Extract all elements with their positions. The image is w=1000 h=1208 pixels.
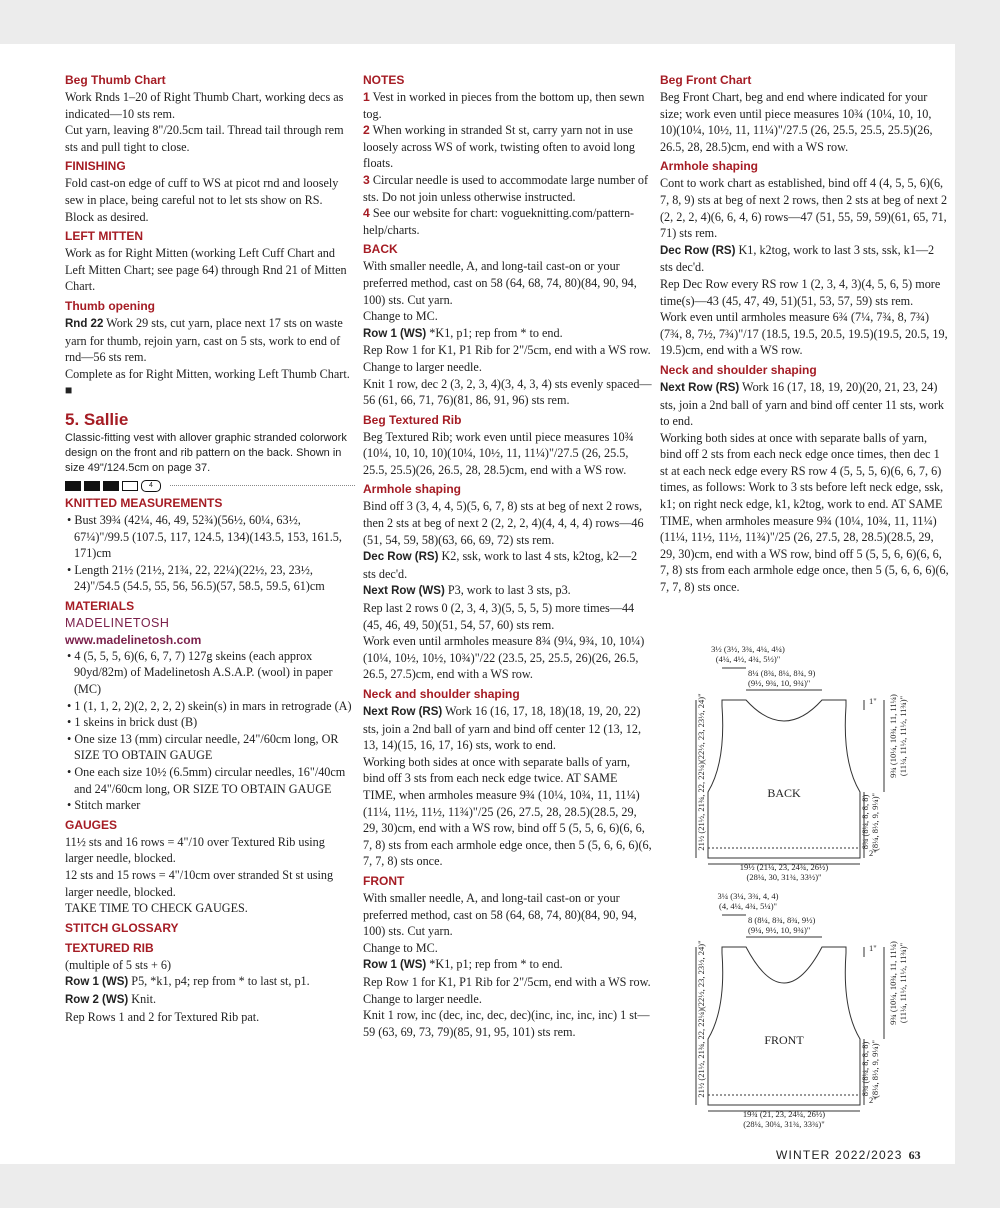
material-item: • Stitch marker: [67, 798, 141, 813]
column-2: [363, 72, 653, 1040]
page: [0, 44, 955, 1164]
textured-rib-text: Beg Textured Rib; work even until piece measures 10¾ (10¼, 10, 10, 10)(10¼, 10½, 11, 11¼)"/27.5 (26, 25.5, 25.5, 25.5)(26, 26.5, 28, 28.5)cm, end with a WS row.: [363, 429, 634, 477]
back-side-label-1: 8¾ (8¼, 8, 8, 8): [860, 794, 870, 850]
front-side-label-1: 8¾ (8¼, 8, 8, 8): [860, 1041, 870, 1097]
row-text: K2, ssk, work to last 4 sts, k2tog, k2—2 sts dec'd.: [363, 549, 638, 581]
heading-neck-back: Neck and shoulder shaping: [363, 687, 520, 701]
material-item: • One size 13 (mm) circular needle, 24"/60cm long, OR SIZE TO OBTAIN GAUGE: [67, 731, 339, 763]
row-label: Row 1 (WS): [65, 976, 129, 989]
issue-label: WINTER 2022/2023: [776, 1148, 903, 1162]
row-text: *K1, p1; rep from * to end.: [426, 957, 563, 972]
back-text: Knit 1 row, dec 2 (3, 2, 3, 4)(3, 4, 3, 4) sts evenly spaced—56 (61, 66, 71, 76)(81, 86, 91, 96) sts rem.: [363, 376, 652, 408]
finishing-text-2: Block as desired.: [65, 209, 149, 224]
heading-front: FRONT: [363, 873, 405, 888]
armhole-dec-row: [363, 548, 653, 582]
neck-front-text: Working both sides at once with separate balls of yarn, bind off 2 sts from each neck edge once times, then dec 1 st at each neck edge every RS row 4 (5, 5, 5, 6)(6, 6, 7, 6) times, as follows: Work to 3 sts before left neck edge, ssk, k1; on right neck edge, k1, k2tog, work to end. AT SAME TIME, when armholes measure 9¾ (10¼, 10¾, 11, 11¼)(11¼, 11½, 11½, 11¾)"/25 (26, 27.5, 28, 28.5)(28.5, 29, 29, 30)cm, end with a WS row, bind off 5 (5, 5, 6, 6)(6, 6, 7, 8) sts from each armhole edge once, then 5 (5, 6, 6, 6)(6, 7, 7, 8) sts once.: [660, 430, 949, 595]
row-text: *K1, p1; rep from * to end.: [426, 325, 563, 340]
neck-next-row: [363, 703, 653, 754]
heading-materials: MATERIALS: [65, 598, 135, 613]
note-item: [363, 122, 653, 172]
heading-measurements: KNITTED MEASUREMENTS: [65, 495, 223, 510]
skill-bar-4: [122, 481, 138, 491]
row-label: Next Row (RS): [660, 381, 740, 394]
skill-bar-2: [84, 481, 100, 491]
back-side-label-2: (8¼, 8½, 9, 9¼)": [870, 792, 880, 852]
row-text: Work 16 (16, 17, 18, 18)(18, 19, 20, 22) sts, join a 2nd ball of yarn and bind off center 12 (13, 12, 13, 14)(15, 16, 17, 16) sts, work to end.: [363, 704, 641, 753]
front-width-label-1: 19¾ (21, 23, 24¼, 26½): [742, 1109, 826, 1119]
front-neck-depth-label: 1": [869, 943, 877, 953]
pattern-intro: Classic-fitting vest with allover graphic stranded colorwork design on the front and rib pattern on the back. Shown in size 49"/124.5cm on page 37.: [65, 431, 347, 474]
armhole-text: Bind off 3 (3, 4, 4, 5)(5, 6, 7, 8) sts at beg of next 2 rows, then 2 sts at beg of next 2 (2, 2, 2, 4)(4, 4, 4, 4) rows—46 (51, 54, 59, 58)(63, 66, 69, 72) sts rem.: [363, 499, 644, 547]
rnd-label: Rnd 22: [65, 317, 104, 330]
back-neck-depth-label: 1": [869, 696, 877, 706]
schematic-front: [690, 889, 940, 1129]
thumb-chart-text-1: Work Rnds 1–20 of Right Thumb Chart, working decs as indicated—10 sts rem.: [65, 90, 344, 121]
material-item: • 4 (5, 5, 5, 6)(6, 6, 7, 7) 127g skeins (each approx 90yd/82m) of Madelinetosh A.S.A.P. (wool) in paper (MC): [67, 648, 333, 697]
row-text: P3, work to last 3 sts, p3.: [444, 583, 571, 598]
note-item: [363, 89, 653, 122]
brand-url[interactable]: www.madelinetosh.com: [65, 632, 202, 647]
glossary-multiple: (multiple of 5 sts + 6): [65, 957, 172, 972]
row-label: Row 1 (WS): [363, 327, 427, 340]
heading-back: BACK: [363, 242, 398, 257]
row-text: K1, k2tog, work to last 3 sts, ssk, k1—2 sts dec'd.: [660, 242, 935, 275]
heading-thumb-chart: Beg Thumb Chart: [65, 73, 166, 87]
armhole-front-text: Cont to work chart as established, bind off 4 (4, 5, 5, 6)(6, 7, 8, 9) sts at beg of next 2 rows, then 2 sts at beg of next 2 (2, 2, 2, 4)(6, 6, 4, 6) rows—47 (51, 55, 59, 59)(61, 65, 71, 71) sts rem.: [660, 176, 948, 241]
note-text: See our website for chart: vogueknitting.com/pattern-help/charts.: [363, 206, 635, 237]
heading-finishing: FINISHING: [65, 159, 126, 174]
armhole-text: Rep last 2 rows 0 (2, 3, 4, 3)(5, 5, 5, 5) more times—44 (45, 46, 49, 50)(51, 54, 57, 60) sts rem.: [363, 601, 635, 632]
heading-textured-rib: TEXTURED RIB: [65, 940, 154, 955]
schematic-back: [690, 642, 940, 882]
back-armhole-label-1: 9¾ (10¼, 10¾, 11, 11¼): [888, 694, 898, 778]
row-label: Dec Row (RS): [363, 551, 439, 564]
front-text: Knit 1 row, inc (dec, inc, dec, dec)(inc, inc, inc, inc) 1 st—59 (63, 69, 73, 79)(85, 91, 95, 101) sts rem.: [363, 1008, 650, 1039]
glossary-row-2: [65, 991, 355, 1009]
heading-left-mitten: LEFT MITTEN: [65, 229, 143, 244]
front-length-label: 21½ (21½, 21¾, 22, 22¼)(22½, 23, 23½, 24)": [696, 940, 706, 1098]
front-neck-label-1: 8 (8¼, 8¾, 8¾, 9½): [748, 915, 816, 925]
left-mitten-text: Work as for Right Mitten (working Left Cuff Chart and Left Mitten Chart; see page 64) through Rnd 21 of Mitten Chart.: [65, 246, 347, 294]
row-text: Work 16 (17, 18, 19, 20)(20, 21, 23, 24) sts, join a 2nd ball of yarn and bind off center 11 sts, work to end.: [660, 379, 944, 429]
note-text: When working in stranded St st, carry yarn not in use loosely across WS of work, twisting often to avoid long floats.: [363, 123, 635, 171]
row-label: Next Row (RS): [363, 706, 443, 718]
back-text: Change to MC.: [363, 309, 438, 324]
neck-front-next-row: [660, 379, 950, 430]
note-item: [363, 172, 653, 205]
front-text: Change to MC.: [363, 940, 438, 955]
row-label: Row 2 (WS): [65, 993, 129, 1006]
front-rib-label: 2": [869, 1095, 877, 1105]
row-label: Row 1 (WS): [363, 959, 427, 972]
pattern-title: 5. Sallie: [65, 409, 129, 429]
front-label: FRONT: [764, 1033, 804, 1047]
row-label: Dec Row (RS): [660, 244, 736, 257]
front-shoulder-label-1: 3¼ (3¼, 3¾, 4, 4): [717, 891, 779, 901]
back-shoulder-label-1: 3½ (3½, 3¾, 4¼, 4¼): [711, 644, 785, 654]
row-text: P5, *k1, p4; rep from * to last st, p1.: [128, 974, 310, 989]
front-row-1: [363, 956, 653, 974]
heading-textured-rib-back: Beg Textured Rib: [363, 412, 462, 427]
front-neck-label-2: (9¼, 9½, 10, 9¾)": [748, 925, 811, 935]
back-text: Rep Row 1 for K1, P1 Rib for 2"/5cm, end with a WS row.: [363, 343, 651, 358]
measurement-bust: • Bust 39¾ (42¼, 46, 49, 52¾)(56½, 60¼, 63½, 67¼)"/99.5 (107.5, 117, 124.5, 134)(143.5, 153, 161.5, 171)cm: [67, 512, 342, 561]
heading-notes: NOTES: [363, 73, 405, 87]
finishing-text-1: Fold cast-on edge of cuff to WS at picot rnd and loosely sew in place, being careful not to let sts show on RS.: [65, 176, 339, 207]
gauge-line: 11½ sts and 16 rows = 4"/10 over Textured Rib using larger needle, blocked.: [65, 834, 325, 866]
neck-text: Working both sides at once with separate balls of yarn, bind off 3 sts from each neck edge twice. AT SAME TIME, when armholes measure 9¾ (10¼, 10¾, 11, 11¼)(11¼, 11½, 11½, 11¾)"/25 (26, 27.5, 28, 28.5)(28.5, 29, 29, 30)cm, end with a WS row, bind off 5 (5, 5, 6, 6)(6, 6, 7, 8) sts from each armhole edge once, then 5 (5, 6, 6, 6)(6, 7, 7, 8) sts once.: [363, 754, 652, 869]
note-number: 1: [363, 90, 370, 104]
note-number: 3: [363, 172, 370, 187]
front-chart-text: Beg Front Chart, beg and end where indicated for your size; work even until piece measures 10¾ (10¼, 10, 10, 10)(10¼, 10½, 11, 11¼)"/27.5 (26, 25.5, 25.5, 25.5)(26, 26.5, 28, 28.5)cm, end with a WS row.: [660, 90, 933, 154]
thumb-opening-body: Work 29 sts, cut yarn, place next 17 sts on waste yarn for thumb, rejoin yarn, cast on 5 sts, work to end of rnd—56 sts rem.: [65, 315, 343, 365]
heading-front-chart: Beg Front Chart: [660, 73, 752, 87]
material-item: • 1 skeins in brick dust (B): [67, 715, 198, 730]
material-item: • 1 (1, 1, 2, 2)(2, 2, 2, 2) skein(s) in mars in retrograde (A): [67, 698, 352, 713]
row-label: Next Row (WS): [363, 585, 445, 598]
back-length-label: 21½ (21½, 21¾, 22, 22¼)(22½, 23, 23½, 24)": [696, 693, 706, 851]
front-side-label-2: (8¼, 8½, 9, 9¼)": [870, 1039, 880, 1099]
back-shoulder-label-2: (4¼, 4½, 4¾, 5½)": [715, 654, 781, 664]
back-text: With smaller needle, A, and long-tail cast-on or your preferred method, cast on 58 (64, 68, 74, 80)(84, 90, 94, 100) sts. Cut yarn.: [363, 259, 637, 307]
gauge-line: TAKE TIME TO CHECK GAUGES.: [65, 901, 248, 916]
back-armhole-label-2: (11¼, 11½, 11½, 11¾)": [898, 695, 908, 777]
heading-thumb-opening: Thumb opening: [65, 298, 155, 313]
back-width-label-1: 19½ (21¼, 23, 24¾, 26½): [739, 862, 829, 872]
front-text: With smaller needle, A, and long-tail cast-on or your preferred method, cast on 58 (64, 68, 74, 80)(84, 90, 94, 100) sts. Cut yarn.: [363, 890, 637, 939]
skill-level: [65, 480, 355, 492]
gauge-line: 12 sts and 15 rows = 4"/10cm over stranded St st using larger needle, blocked.: [65, 868, 334, 899]
front-outline: [708, 947, 860, 1105]
front-armhole-label-1: 9¾ (10¼, 10¾, 11, 11¼): [888, 941, 898, 1025]
row-text: Knit.: [128, 991, 157, 1006]
armhole-front-dec-row: [660, 242, 950, 276]
heading-armhole-front: Armhole shaping: [660, 159, 759, 174]
back-label: BACK: [767, 786, 801, 800]
back-text: Change to larger needle.: [363, 359, 482, 374]
note-number: 2: [363, 123, 370, 138]
dotted-rule: [170, 485, 355, 486]
note-text: Vest in worked in pieces from the bottom up, then sewn tog.: [363, 90, 645, 121]
front-width-label-2: (28¼, 30¼, 31¾, 33¾)": [743, 1119, 825, 1129]
page-number: 63: [908, 1148, 921, 1162]
front-text: Change to larger needle.: [363, 991, 482, 1006]
back-width-label-2: (28¼, 30, 31¾, 33½)": [746, 872, 822, 882]
heading-armhole-back: Armhole shaping: [363, 482, 462, 497]
measurement-length: • Length 21½ (21½, 21¾, 22, 22¼)(22½, 23, 23½, 24)"/54.5 (54.5, 55, 56, 56.5)(57, 58.5, 59.5, 61)cm: [67, 562, 325, 594]
column-1: [65, 72, 355, 1025]
thumb-chart-text-2: Cut yarn, leaving 8"/20.5cm tail. Thread tail through rem sts and pull tight to close.: [65, 123, 344, 154]
heading-gauges: GAUGES: [65, 817, 118, 832]
back-outline: [708, 700, 860, 858]
front-text: Rep Row 1 for K1, P1 Rib for 2"/5cm, end with a WS row.: [363, 974, 651, 989]
back-row-1: [363, 325, 653, 343]
armhole-text: Work even until armholes measure 8¾ (9¼, 9¾, 10, 10¼)(10¼, 10½, 10½, 10¾)"/22 (23.5, 25, 25.5, 26)(26, 26.5, 26.5, 27.5)cm, end with a WS row.: [363, 634, 645, 682]
note-text: Circular needle is used to accommodate large number of sts. Do not join unless otherwise instructed.: [363, 172, 649, 204]
heading-stitch-glossary: STITCH GLOSSARY: [65, 920, 179, 935]
armhole-front-text: Rep Dec Row every RS row 1 (2, 3, 4, 3)(4, 5, 6, 5) more time(s)—43 (45, 47, 49, 51)(51, 53, 57, 59) sts rem.: [660, 276, 941, 308]
armhole-next-row: [363, 582, 653, 600]
front-shoulder-label-2: (4, 4¼, 4¾, 5¼)": [718, 901, 778, 911]
brand-name: MADELINETOSH: [65, 615, 170, 630]
front-armhole-label-2: (11¼, 11½, 11½, 11¾)": [898, 942, 908, 1024]
material-item: • One each size 10½ (6.5mm) circular needles, 16"/40cm and 24"/60cm long, OR SIZE TO OBTAIN GAUGE: [67, 765, 346, 796]
page-footer: [776, 1148, 921, 1163]
thumb-opening-text-2: Complete as for Right Mitten, working Left Thumb Chart. ■: [65, 366, 350, 398]
skill-bar-1: [65, 481, 81, 491]
armhole-front-text: Work even until armholes measure 6¾ (7¼, 7¾, 8, 7¾)(7¾, 8, 7½, 7¾)"/17 (18.5, 19.5, 20.5, 19.5)(19.5, 20.5, 19, 19.5)cm, end with a WS row.: [660, 310, 948, 358]
column-3: [660, 72, 950, 596]
back-neck-label-2: (9½, 9¾, 10, 9¾)": [748, 678, 811, 688]
note-item: [363, 205, 653, 238]
note-number: 4: [363, 206, 370, 221]
thumb-opening-text: [65, 315, 355, 366]
back-rib-label: 2": [869, 848, 877, 858]
back-neck-label-1: 8¼ (8¾, 8¼, 8¾, 9): [748, 668, 816, 678]
skill-badge: 4: [141, 480, 161, 492]
skill-bar-3: [103, 481, 119, 491]
glossary-rep: Rep Rows 1 and 2 for Textured Rib pat.: [65, 1009, 260, 1024]
glossary-row-1: [65, 973, 355, 991]
heading-neck-front: Neck and shoulder shaping: [660, 362, 817, 377]
